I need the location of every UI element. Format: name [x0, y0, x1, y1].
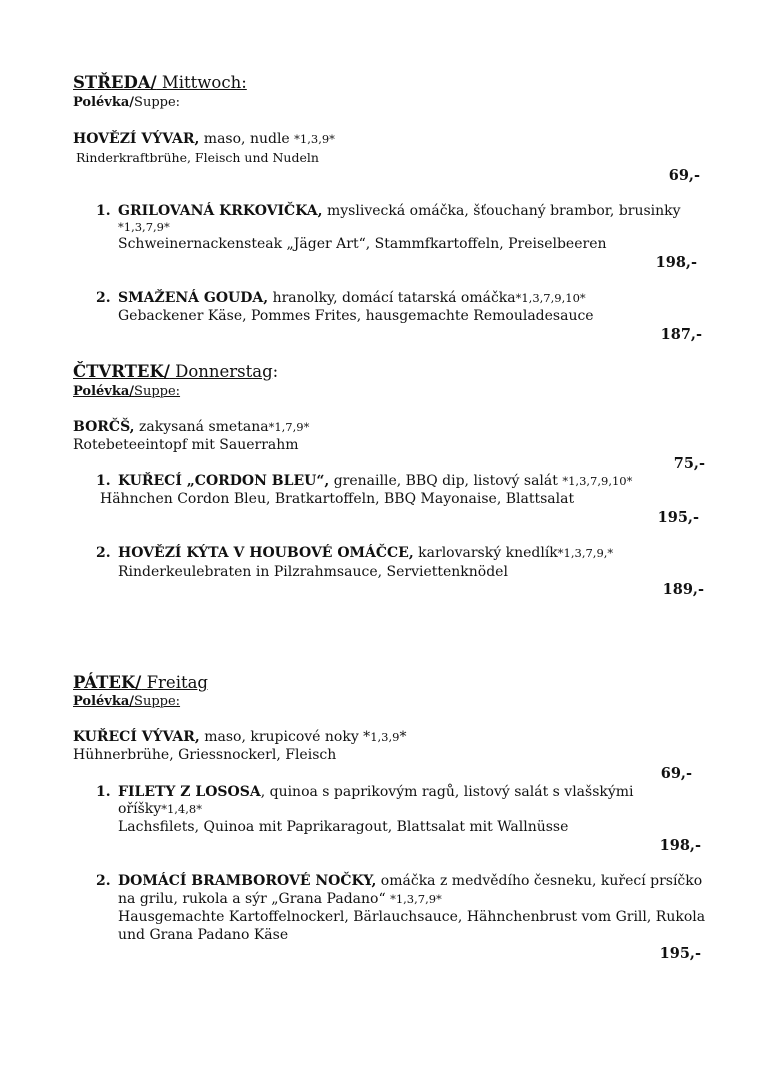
soup-label-de: Suppe: [134, 95, 181, 110]
soup-label [73, 694, 180, 709]
dish-line-cont [118, 891, 442, 907]
price: 69,- [660, 765, 692, 782]
dish-description: oříšky [118, 801, 162, 817]
price: 198,- [659, 837, 701, 854]
dish-name: HOVĚZÍ VÝVAR, [73, 131, 200, 147]
allergens: *1,3,7,9,10* [562, 474, 633, 488]
allergens: *1,3,9* [294, 132, 335, 146]
dish-description: na grilu, rukola a sýr „Grana Padano“ [118, 891, 391, 907]
soup-label-de: Suppe: [134, 384, 181, 399]
allergens-end: * [399, 729, 407, 745]
dish-description: maso, nudle [199, 131, 295, 147]
dish-description: karlovarský knedlík [413, 545, 558, 561]
day-heading-thursday [73, 362, 278, 381]
dish-description: , quinoa s paprikovým ragů, listový salát s vlašskými [260, 784, 634, 800]
dish-description: omáčka z medvědího česneku, kuřecí prsíčko [376, 873, 703, 889]
day-name-cz: PÁTEK/ [73, 673, 142, 692]
price: 195,- [657, 509, 699, 526]
dish-number: 2. [96, 290, 111, 306]
dish-name: KUŘECÍ VÝVAR, [73, 729, 200, 745]
allergens: *1,4,8* [161, 802, 202, 816]
price: 69,- [668, 167, 700, 184]
day-name-de: Mittwoch: [156, 73, 247, 92]
soup-label [73, 384, 180, 399]
day-heading-wednesday [73, 73, 247, 92]
price: 187,- [660, 326, 702, 343]
day-colon: : [272, 362, 279, 381]
dish-description-de-cont: und Grana Padano Käse [118, 927, 289, 943]
price: 75,- [673, 455, 705, 472]
dish-line [118, 473, 632, 489]
dish-line [118, 290, 586, 306]
allergens: *1,3,7,9,10* [515, 291, 586, 305]
allergens: *1,3,7,9* [390, 892, 442, 906]
price: 195,- [659, 945, 701, 962]
dish-name: GRILOVANÁ KRKOVIČKA, [118, 203, 323, 219]
dish-description: myslivecká omáčka, šťouchaný brambor, brusinky [322, 203, 681, 219]
dish-name: SMAŽENÁ GOUDA, [118, 290, 269, 306]
dish-number: 2. [96, 545, 111, 561]
dish-number: 1. [96, 203, 111, 219]
soup-label-de: Suppe: [134, 694, 181, 709]
allergens: *1,7,9* [268, 420, 310, 434]
dish-description: grenaille, BBQ dip, listový salát [329, 473, 563, 489]
dish-line [118, 203, 681, 219]
dish-line [118, 784, 634, 800]
dish-description-de: Lachsfilets, Quinoa mit Paprikaragout, Blattsalat mit Wallnüsse [118, 819, 569, 835]
dish-description: zakysaná smetana [134, 419, 269, 435]
dish-number: 2. [96, 873, 111, 889]
day-heading-friday [73, 673, 208, 692]
dish-description-de: Rinderkeulebraten in Pilzrahmsauce, Serviettenknödel [118, 564, 508, 580]
price: 189,- [662, 581, 704, 598]
dish-description-de: Rotebeteeintopf mit Sauerrahm [73, 437, 299, 453]
dish-name: HOVĚZÍ KÝTA V HOUBOVÉ OMÁČCE, [118, 545, 414, 561]
dish-number: 1. [96, 784, 111, 800]
dish-name: DOMÁCÍ BRAMBOROVÉ NOČKY, [118, 873, 377, 889]
dish-number: 1. [96, 473, 111, 489]
day-name-cz: ČTVRTEK/ [73, 362, 170, 381]
dish-description-de: Hühnerbrühe, Griessnockerl, Fleisch [73, 747, 337, 763]
allergens: 1,3,9 [370, 730, 400, 744]
soup-label [73, 95, 180, 110]
dish-name: BORČŠ, [73, 419, 135, 435]
soup-label-cz: Polévka/ [73, 95, 135, 110]
dish-line-cont [118, 801, 202, 817]
soup-label-cz: Polévka/ [73, 694, 135, 709]
soup-line [73, 729, 406, 745]
allergens: *1,3,7,9,* [557, 546, 614, 560]
price: 198,- [655, 254, 697, 271]
soup-label-cz: Polévka/ [73, 384, 135, 399]
dish-description-de: Hähnchen Cordon Bleu, Bratkartoffeln, BBQ Mayonaise, Blattsalat [100, 491, 575, 507]
dish-description-de: Rinderkraftbrühe, Fleisch und Nudeln [76, 150, 319, 165]
dish-description-de: Schweinernackensteak „Jäger Art“, Stammfkartoffeln, Preiselbeeren [118, 236, 607, 252]
day-name-cz: STŘEDA/ [73, 73, 157, 92]
day-name-de: Freitag [141, 673, 208, 692]
soup-line [73, 131, 335, 147]
dish-description-de: Gebackener Käse, Pommes Frites, hausgemachte Remouladesauce [118, 308, 594, 324]
allergens: *1,3,7,9* [118, 220, 170, 234]
day-name-de: Donnerstag [169, 362, 273, 381]
dish-description: hranolky, domácí tatarská omáčka [268, 290, 516, 306]
dish-description-de: Hausgemachte Kartoffelnockerl, Bärlauchsauce, Hähnchenbrust vom Grill, Rukola [118, 909, 706, 925]
dish-line [118, 873, 702, 889]
dish-description: maso, krupicové noky * [199, 729, 371, 745]
dish-line [118, 545, 613, 561]
dish-name: KUŘECÍ „CORDON BLEU“, [118, 473, 330, 489]
dish-name: FILETY Z LOSOSA [118, 784, 261, 800]
soup-line [73, 419, 309, 435]
